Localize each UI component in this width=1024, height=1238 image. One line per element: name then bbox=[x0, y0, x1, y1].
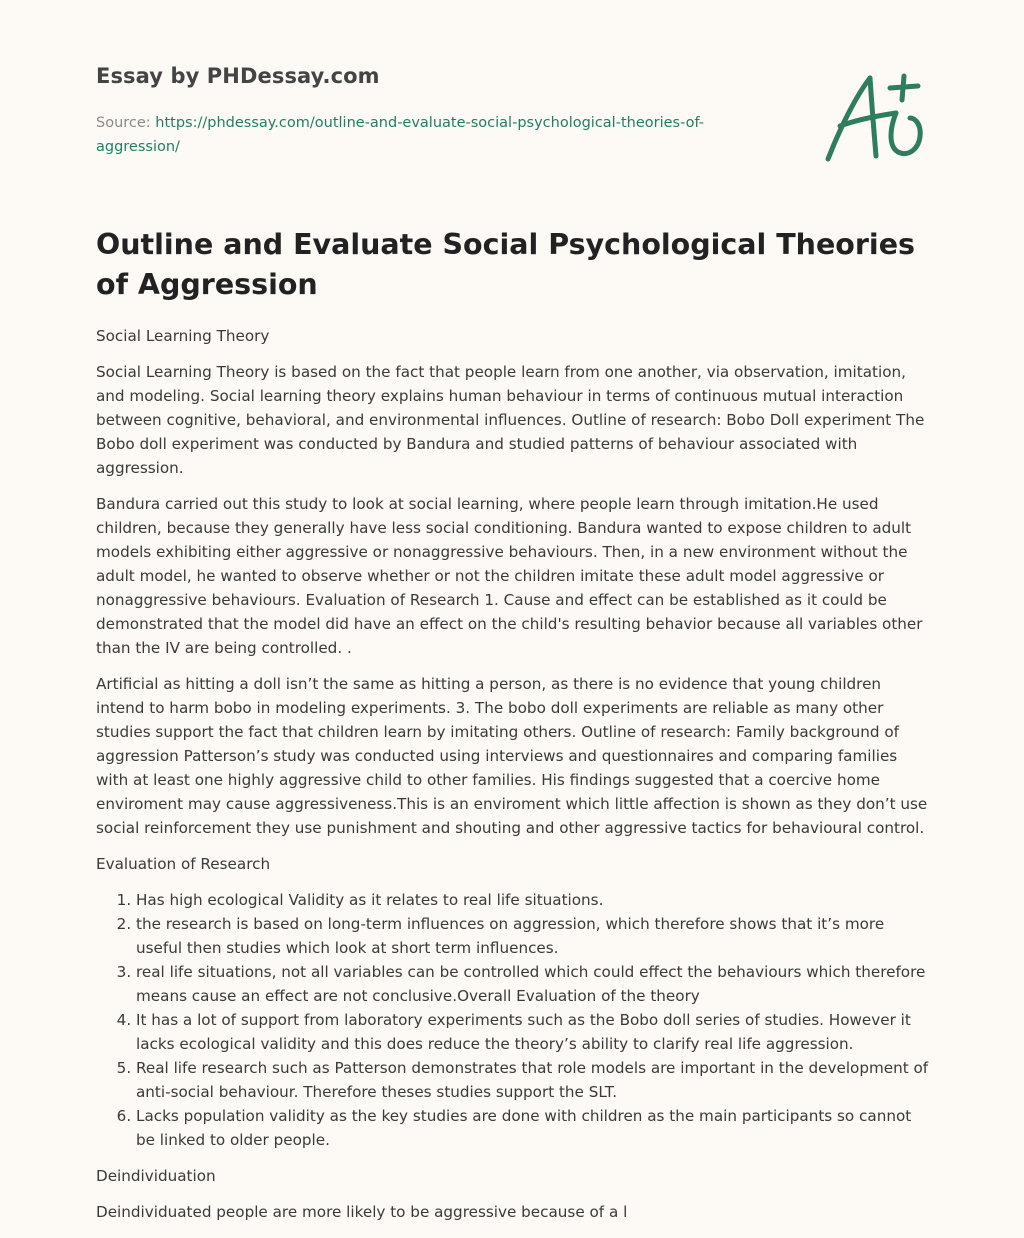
truncated-paragraph: Deindividuated people are more likely to be aggressive because of a l bbox=[96, 1203, 628, 1221]
section-heading-evaluation-of-research: Evaluation of Research bbox=[96, 855, 271, 873]
document-content bbox=[96, 324, 932, 1236]
document-title: Outline and Evaluate Social Psychological Theories of Aggression bbox=[96, 228, 915, 301]
header-brand: Essay by PHDessay.com bbox=[96, 64, 380, 88]
list-item: 2. the research is based on long-term influences on aggression, which therefore shows that it’s more useful then studies which look at short term influences. bbox=[136, 912, 932, 960]
paragraph: Bandura carried out this study to look at social learning, where people learn through imitation.He used children, because they generally have less social conditioning. Bandura wanted to expose children to adult models exhibiting either aggressive or nonaggressive behaviours. Then, in a new environment without the adult model, he wanted to observe whether or not the children imitate these adult model aggressive or nonaggressive behaviours. Evaluation of Research 1. Cause and effect can be established as it could be demonstrated that the model did have an effect on the child's resulting behavior because all variables other than the IV are being controlled. . bbox=[96, 495, 923, 657]
list-item: 4. It has a lot of support from laboratory experiments such as the Bobo doll series of studies. However it lacks ecological validity and this does reduce the theory’s ability to clarify real life aggression. bbox=[136, 1008, 932, 1056]
source-link[interactable]: https://phdessay.com/outline-and-evaluate-social-psychological-theories-of-aggression/ bbox=[96, 115, 704, 155]
list-item: 6. Lacks population validity as the key studies are done with children as the main participants so cannot be linked to older people. bbox=[136, 1104, 932, 1152]
section-heading-social-learning-theory: Social Learning Theory bbox=[96, 327, 270, 345]
section-heading-deindividuation: Deindividuation bbox=[96, 1167, 216, 1185]
list-item: 3. real life situations, not all variables can be controlled which could effect the behaviours which therefore means cause an effect are not conclusive.Overall Evaluation of the theory bbox=[136, 960, 932, 1008]
evaluation-list bbox=[96, 888, 932, 1152]
list-item: 1. Has high ecological Validity as it relates to real life situations. bbox=[136, 888, 932, 912]
paragraph: Social Learning Theory is based on the fact that people learn from one another, via observation, imitation, and modeling. Social learning theory explains human behaviour in terms of continuous mutual interaction between cognitive, behavioral, and environmental influences. Outline of research: Bobo Doll experiment The Bobo doll experiment was conducted by Bandura and studied patterns of behaviour associated with aggression. bbox=[96, 363, 925, 477]
source-label: Source: bbox=[96, 115, 156, 131]
paragraph: Artificial as hitting a doll isn’t the same as hitting a person, as there is no evidence that young children intend to harm bobo in modeling experiments. 3. The bobo doll experiments are reliable as many other studies support the fact that children learn by imitating others. Outline of research: Family background of aggression Patterson’s study was conducted using interviews and questionnaires and comparing families with at least one highly aggressive child to other families. His findings suggested that a coercive home enviroment may cause aggressiveness.This is an enviroment which little affection is shown as they don’t use social reinforcement they use punishment and shouting and other aggressive tactics for behavioural control. bbox=[96, 675, 928, 837]
list-item: 5. Real life research such as Patterson demonstrates that role models are important in the development of anti-social behaviour. Therefore theses studies support the SLT. bbox=[136, 1056, 932, 1104]
a-plus-grade-icon bbox=[818, 66, 936, 166]
source-line bbox=[96, 111, 756, 159]
